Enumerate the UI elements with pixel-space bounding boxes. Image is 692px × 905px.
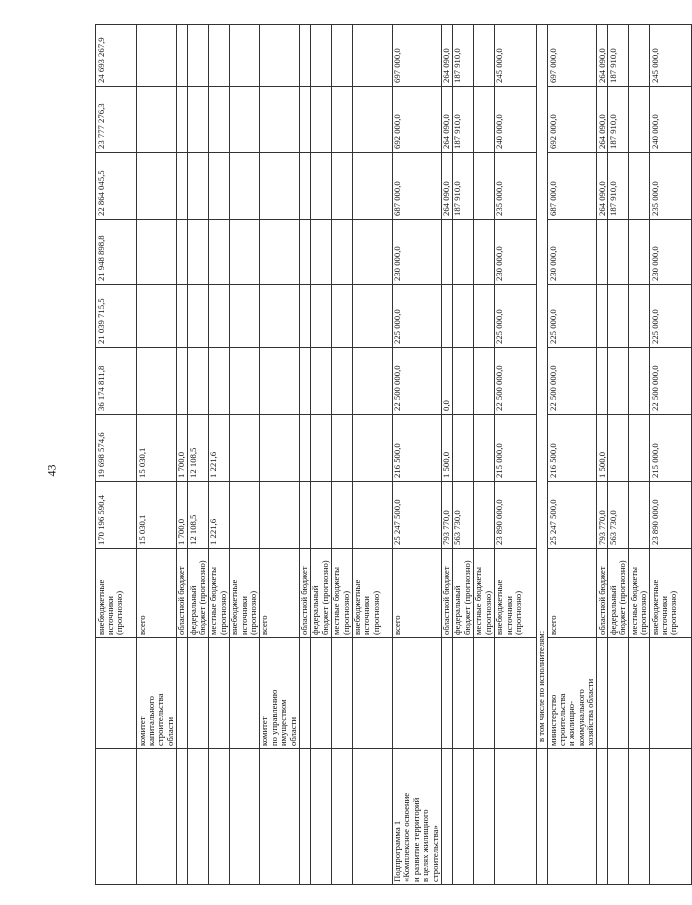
amount-cell [208,285,229,348]
amount-cell: 23 777 276,3 [96,87,137,153]
program-cell [608,749,629,885]
funding-source-cell: областной бюджет [176,549,187,638]
amount-cell: 697 000,0 [392,25,441,87]
funding-source-cell: местные бюджеты (прогнозно) [208,549,229,638]
amount-cell [331,285,352,348]
funding-source-cell: внебюджетные источники (прогнозно) [96,549,137,638]
amount-cell: 692 000,0 [548,87,597,153]
subsection-row [536,25,547,885]
program-cell [176,749,187,885]
amount-cell [331,87,352,153]
program-cell [352,749,392,885]
amount-cell [188,348,209,415]
amount-cell: 687 000,0 [392,153,441,220]
executor-cell: комитет по управлению имуществом области [259,638,299,749]
table-row [96,25,137,885]
program-cell [441,749,452,885]
executor-cell [392,638,441,749]
amount-cell: 264 090,0 [597,25,608,87]
program-cell [331,749,352,885]
table-row [392,25,441,885]
amount-cell: 245 000,0 [650,25,692,87]
amount-cell: 215 000,0 [494,415,536,482]
table-row [650,25,692,885]
program-cell: Подпрограмма 1 «Комплексное освоение и развитие территорий в целях жилищного строительства» [392,749,441,885]
amount-cell: 1 700,0 [176,482,187,549]
amount-cell [473,415,494,482]
amount-cell: 1 700,0 [176,415,187,482]
amount-cell [331,482,352,549]
executor-cell: комитет капитального строительства области [137,638,177,749]
amount-cell: 21 948 898,8 [96,220,137,285]
table-row [473,25,494,885]
amount-cell [310,415,331,482]
amount-cell: 1 221,6 [208,415,229,482]
amount-cell: 240 000,0 [650,87,692,153]
amount-cell: 24 693 267,9 [96,25,137,87]
amount-cell [310,482,331,549]
amount-cell [473,285,494,348]
table-row [331,25,352,885]
amount-cell [259,220,299,285]
amount-cell [331,220,352,285]
amount-cell: 19 698 574,6 [96,415,137,482]
amount-cell [299,482,310,549]
amount-cell: 22 864 045,5 [96,153,137,220]
executor-cell [494,638,536,749]
amount-cell [137,87,177,153]
program-cell [229,749,259,885]
amount-cell [229,415,259,482]
amount-cell [352,285,392,348]
amount-cell [629,25,650,87]
amount-cell [608,220,629,285]
amount-cell: 793 770,0 [597,482,608,549]
amount-cell: 187 910,0 [452,25,473,87]
amount-cell: 264 090,0 [597,153,608,220]
funding-source-cell: всего [137,549,177,638]
amount-cell [188,153,209,220]
amount-cell [629,415,650,482]
amount-cell [310,285,331,348]
amount-cell: 264 090,0 [441,153,452,220]
amount-cell: 15 030,1 [137,415,177,482]
amount-cell: 225 000,0 [650,285,692,348]
amount-cell: 23 890 000,0 [494,482,536,549]
amount-cell: 36 174 811,8 [96,348,137,415]
amount-cell: 264 090,0 [441,87,452,153]
amount-cell [608,348,629,415]
amount-cell [137,153,177,220]
executor-cell [96,638,137,749]
amount-cell [629,482,650,549]
amount-cell: 187 910,0 [608,87,629,153]
amount-cell [441,220,452,285]
rotated-page-content [95,25,679,885]
program-cell [299,749,310,885]
amount-cell [176,348,187,415]
amount-cell: 692 000,0 [392,87,441,153]
program-cell [310,749,331,885]
amount-cell: 225 000,0 [392,285,441,348]
subsection-caption: в том числе по исполнителям: [536,25,547,749]
amount-cell [188,220,209,285]
amount-cell: 22 500 000,0 [494,348,536,415]
amount-cell [299,25,310,87]
amount-cell: 216 500,0 [548,415,597,482]
executor-cell [597,638,608,749]
amount-cell [229,285,259,348]
amount-cell [259,87,299,153]
funding-source-cell: местные бюджеты (прогнозно) [473,549,494,638]
amount-cell [473,482,494,549]
funding-source-cell: федеральный бюджет (прогнозно) [188,549,209,638]
amount-cell [259,482,299,549]
executor-cell [352,638,392,749]
amount-cell: 230 000,0 [494,220,536,285]
executor-cell [452,638,473,749]
page-number: 43 [44,464,59,477]
funding-source-cell: областной бюджет [299,549,310,638]
amount-cell [208,153,229,220]
table-row [597,25,608,885]
amount-cell: 170 196 590,4 [96,482,137,549]
funding-source-cell: областной бюджет [441,549,452,638]
amount-cell: 1 500,0 [441,415,452,482]
executor-cell [299,638,310,749]
amount-cell: 187 910,0 [608,153,629,220]
amount-cell: 563 730,0 [608,482,629,549]
program-cell [536,749,547,885]
program-cell [473,749,494,885]
amount-cell [629,153,650,220]
amount-cell: 264 090,0 [597,87,608,153]
table-row [452,25,473,885]
program-cell [629,749,650,885]
amount-cell [310,153,331,220]
funding-source-cell: федеральный бюджет (прогнозно) [452,549,473,638]
amount-cell [229,87,259,153]
program-cell [494,749,536,885]
amount-cell: 563 730,0 [452,482,473,549]
executor-cell [176,638,187,749]
amount-cell [441,285,452,348]
amount-cell [229,482,259,549]
amount-cell [331,25,352,87]
amount-cell [608,415,629,482]
amount-cell: 0,0 [441,348,452,415]
amount-cell [452,220,473,285]
amount-cell [352,482,392,549]
executor-cell [188,638,209,749]
amount-cell [137,25,177,87]
executor-cell [473,638,494,749]
executor-cell [310,638,331,749]
executor-cell [608,638,629,749]
amount-cell: 12 108,5 [188,482,209,549]
program-cell [137,749,177,885]
program-cell [96,749,137,885]
amount-cell [473,153,494,220]
amount-cell [473,87,494,153]
funding-source-cell: внебюджетные источники (прогнозно) [494,549,536,638]
amount-cell: 25 247 500,0 [548,482,597,549]
amount-cell [259,285,299,348]
amount-cell [188,25,209,87]
amount-cell [176,285,187,348]
amount-cell [629,87,650,153]
amount-cell [176,25,187,87]
funding-source-cell: внебюджетные источники (прогнозно) [229,549,259,638]
amount-cell [452,285,473,348]
amount-cell [597,285,608,348]
amount-cell [597,348,608,415]
amount-cell: 25 247 500,0 [392,482,441,549]
amount-cell [229,25,259,87]
amount-cell [352,25,392,87]
executor-cell [331,638,352,749]
budget-table [95,24,692,885]
amount-cell [310,87,331,153]
amount-cell: 225 000,0 [494,285,536,348]
program-cell [208,749,229,885]
amount-cell: 225 000,0 [548,285,597,348]
amount-cell [299,348,310,415]
amount-cell: 23 890 000,0 [650,482,692,549]
amount-cell [331,415,352,482]
amount-cell: 187 910,0 [452,153,473,220]
amount-cell [229,348,259,415]
amount-cell [473,25,494,87]
amount-cell [352,415,392,482]
funding-source-cell: федеральный бюджет (прогнозно) [310,549,331,638]
table-row [137,25,177,885]
funding-source-cell: местные бюджеты (прогнозно) [331,549,352,638]
amount-cell [452,415,473,482]
program-cell [452,749,473,885]
table-row [229,25,259,885]
amount-cell [629,348,650,415]
executor-cell [229,638,259,749]
amount-cell [137,220,177,285]
amount-cell [331,348,352,415]
amount-cell: 245 000,0 [494,25,536,87]
amount-cell: 1 221,6 [208,482,229,549]
amount-cell: 264 090,0 [441,25,452,87]
amount-cell [208,87,229,153]
amount-cell [176,153,187,220]
program-cell [548,749,597,885]
program-cell [259,749,299,885]
amount-cell [473,348,494,415]
funding-source-cell: всего [548,549,597,638]
amount-cell [229,153,259,220]
amount-cell: 793 770,0 [441,482,452,549]
amount-cell: 15 030,1 [137,482,177,549]
amount-cell [473,220,494,285]
amount-cell [608,285,629,348]
amount-cell: 230 000,0 [392,220,441,285]
table-row [608,25,629,885]
table-row [299,25,310,885]
amount-cell [299,87,310,153]
amount-cell [137,285,177,348]
amount-cell [352,348,392,415]
amount-cell: 22 500 000,0 [650,348,692,415]
amount-cell: 216 500,0 [392,415,441,482]
amount-cell: 22 500 000,0 [548,348,597,415]
amount-cell: 235 000,0 [494,153,536,220]
funding-source-cell: всего [259,549,299,638]
amount-cell: 21 039 715,5 [96,285,137,348]
amount-cell: 230 000,0 [548,220,597,285]
amount-cell [188,285,209,348]
amount-cell [259,415,299,482]
amount-cell: 1 500,0 [597,415,608,482]
amount-cell [352,87,392,153]
amount-cell [299,220,310,285]
amount-cell [299,285,310,348]
amount-cell [176,220,187,285]
amount-cell [208,25,229,87]
amount-cell [259,348,299,415]
table-row [629,25,650,885]
amount-cell [352,153,392,220]
amount-cell [229,220,259,285]
program-cell [597,749,608,885]
funding-source-cell: внебюджетные источники (прогнозно) [352,549,392,638]
table-row [494,25,536,885]
amount-cell [331,153,352,220]
amount-cell [310,25,331,87]
amount-cell [597,220,608,285]
amount-cell [629,285,650,348]
table-row [208,25,229,885]
amount-cell: 687 000,0 [548,153,597,220]
funding-source-cell: областной бюджет [597,549,608,638]
funding-source-cell: внебюджетные источники (прогнозно) [650,549,692,638]
amount-cell [208,348,229,415]
executor-cell: министерство строительства и жилищно- коммунального хозяйства области [548,638,597,749]
amount-cell [452,348,473,415]
funding-source-cell: всего [392,549,441,638]
funding-source-cell: федеральный бюджет (прогнозно) [608,549,629,638]
executor-cell [208,638,229,749]
amount-cell [176,87,187,153]
amount-cell: 187 910,0 [452,87,473,153]
amount-cell [352,220,392,285]
program-cell [650,749,692,885]
program-cell [188,749,209,885]
amount-cell: 697 000,0 [548,25,597,87]
executor-cell [629,638,650,749]
amount-cell: 12 108,5 [188,415,209,482]
table-row [176,25,187,885]
amount-cell [208,220,229,285]
amount-cell: 240 000,0 [494,87,536,153]
amount-cell [299,415,310,482]
amount-cell: 215 000,0 [650,415,692,482]
table-row [310,25,331,885]
table-row [259,25,299,885]
amount-cell: 230 000,0 [650,220,692,285]
amount-cell: 22 500 000,0 [392,348,441,415]
amount-cell [188,87,209,153]
table-row [548,25,597,885]
amount-cell [137,348,177,415]
executor-cell [650,638,692,749]
amount-cell: 187 910,0 [608,25,629,87]
amount-cell [259,153,299,220]
executor-cell [441,638,452,749]
amount-cell [259,25,299,87]
table-row [188,25,209,885]
table-row [352,25,392,885]
funding-source-cell: местные бюджеты (прогнозно) [629,549,650,638]
amount-cell [629,220,650,285]
amount-cell [299,153,310,220]
amount-cell: 235 000,0 [650,153,692,220]
table-row [441,25,452,885]
amount-cell [310,348,331,415]
amount-cell [310,220,331,285]
